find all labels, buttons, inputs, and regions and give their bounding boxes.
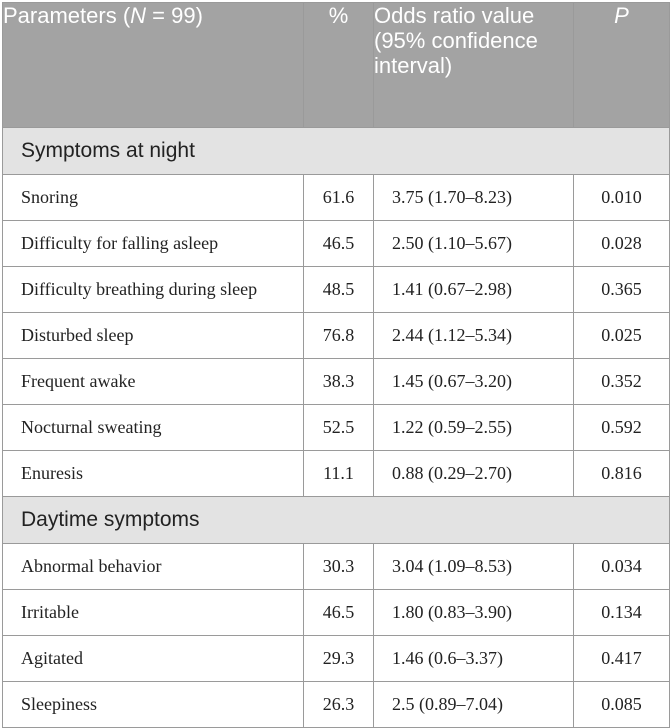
cell-percent: 30.3 <box>304 544 374 590</box>
cell-parameter: Difficulty for falling asleep <box>3 221 304 267</box>
cell-odds-ratio: 3.04 (1.09–8.53) <box>374 544 574 590</box>
table-row <box>3 221 670 267</box>
header-percent: % <box>304 3 374 128</box>
header-row <box>3 3 670 128</box>
cell-p-value: 0.352 <box>574 359 670 405</box>
cell-p-value: 0.816 <box>574 451 670 497</box>
header-parameters-n: N <box>130 3 147 28</box>
cell-odds-ratio: 1.45 (0.67–3.20) <box>374 359 574 405</box>
table-row <box>3 682 670 728</box>
cell-percent: 26.3 <box>304 682 374 728</box>
cell-p-value: 0.592 <box>574 405 670 451</box>
cell-p-value: 0.365 <box>574 267 670 313</box>
cell-parameter: Disturbed sleep <box>3 313 304 359</box>
table-row <box>3 313 670 359</box>
cell-percent: 76.8 <box>304 313 374 359</box>
header-parameters <box>3 3 304 128</box>
section-header-row <box>3 497 670 544</box>
cell-percent: 48.5 <box>304 267 374 313</box>
cell-percent: 52.5 <box>304 405 374 451</box>
cell-odds-ratio: 2.50 (1.10–5.67) <box>374 221 574 267</box>
cell-odds-ratio: 1.41 (0.67–2.98) <box>374 267 574 313</box>
table-header <box>3 3 670 128</box>
cell-parameter: Nocturnal sweating <box>3 405 304 451</box>
cell-percent: 46.5 <box>304 221 374 267</box>
cell-odds-ratio: 2.44 (1.12–5.34) <box>374 313 574 359</box>
table-row <box>3 267 670 313</box>
cell-p-value: 0.417 <box>574 636 670 682</box>
cell-percent: 61.6 <box>304 175 374 221</box>
cell-parameter: Agitated <box>3 636 304 682</box>
header-parameters-prefix: Parameters ( <box>3 3 131 28</box>
cell-p-value: 0.028 <box>574 221 670 267</box>
cell-parameter: Enuresis <box>3 451 304 497</box>
cell-odds-ratio: 3.75 (1.70–8.23) <box>374 175 574 221</box>
symptoms-odds-ratio-table <box>2 2 670 728</box>
table-row <box>3 636 670 682</box>
table-row <box>3 175 670 221</box>
table-row <box>3 359 670 405</box>
cell-p-value: 0.025 <box>574 313 670 359</box>
section-title: Symptoms at night <box>3 128 670 175</box>
cell-p-value: 0.034 <box>574 544 670 590</box>
cell-odds-ratio: 2.5 (0.89–7.04) <box>374 682 574 728</box>
cell-p-value: 0.134 <box>574 590 670 636</box>
section-title: Daytime symptoms <box>3 497 670 544</box>
cell-p-value: 0.010 <box>574 175 670 221</box>
section-header-row <box>3 128 670 175</box>
cell-odds-ratio: 1.46 (0.6–3.37) <box>374 636 574 682</box>
cell-parameter: Difficulty breathing during sleep <box>3 267 304 313</box>
header-p <box>574 3 670 128</box>
cell-parameter: Snoring <box>3 175 304 221</box>
table-body <box>3 128 670 728</box>
cell-p-value: 0.085 <box>574 682 670 728</box>
cell-percent: 38.3 <box>304 359 374 405</box>
cell-parameter: Sleepiness <box>3 682 304 728</box>
cell-percent: 29.3 <box>304 636 374 682</box>
header-p-label: P <box>614 3 629 28</box>
header-odds-ratio: Odds ratio value (95% confidence interval) <box>374 3 574 128</box>
header-parameters-suffix: = 99) <box>146 3 203 28</box>
table-row <box>3 451 670 497</box>
table-row <box>3 405 670 451</box>
cell-odds-ratio: 0.88 (0.29–2.70) <box>374 451 574 497</box>
cell-odds-ratio: 1.22 (0.59–2.55) <box>374 405 574 451</box>
cell-parameter: Irritable <box>3 590 304 636</box>
cell-parameter: Frequent awake <box>3 359 304 405</box>
cell-parameter: Abnormal behavior <box>3 544 304 590</box>
table-row <box>3 590 670 636</box>
cell-percent: 11.1 <box>304 451 374 497</box>
cell-percent: 46.5 <box>304 590 374 636</box>
cell-odds-ratio: 1.80 (0.83–3.90) <box>374 590 574 636</box>
table-row <box>3 544 670 590</box>
